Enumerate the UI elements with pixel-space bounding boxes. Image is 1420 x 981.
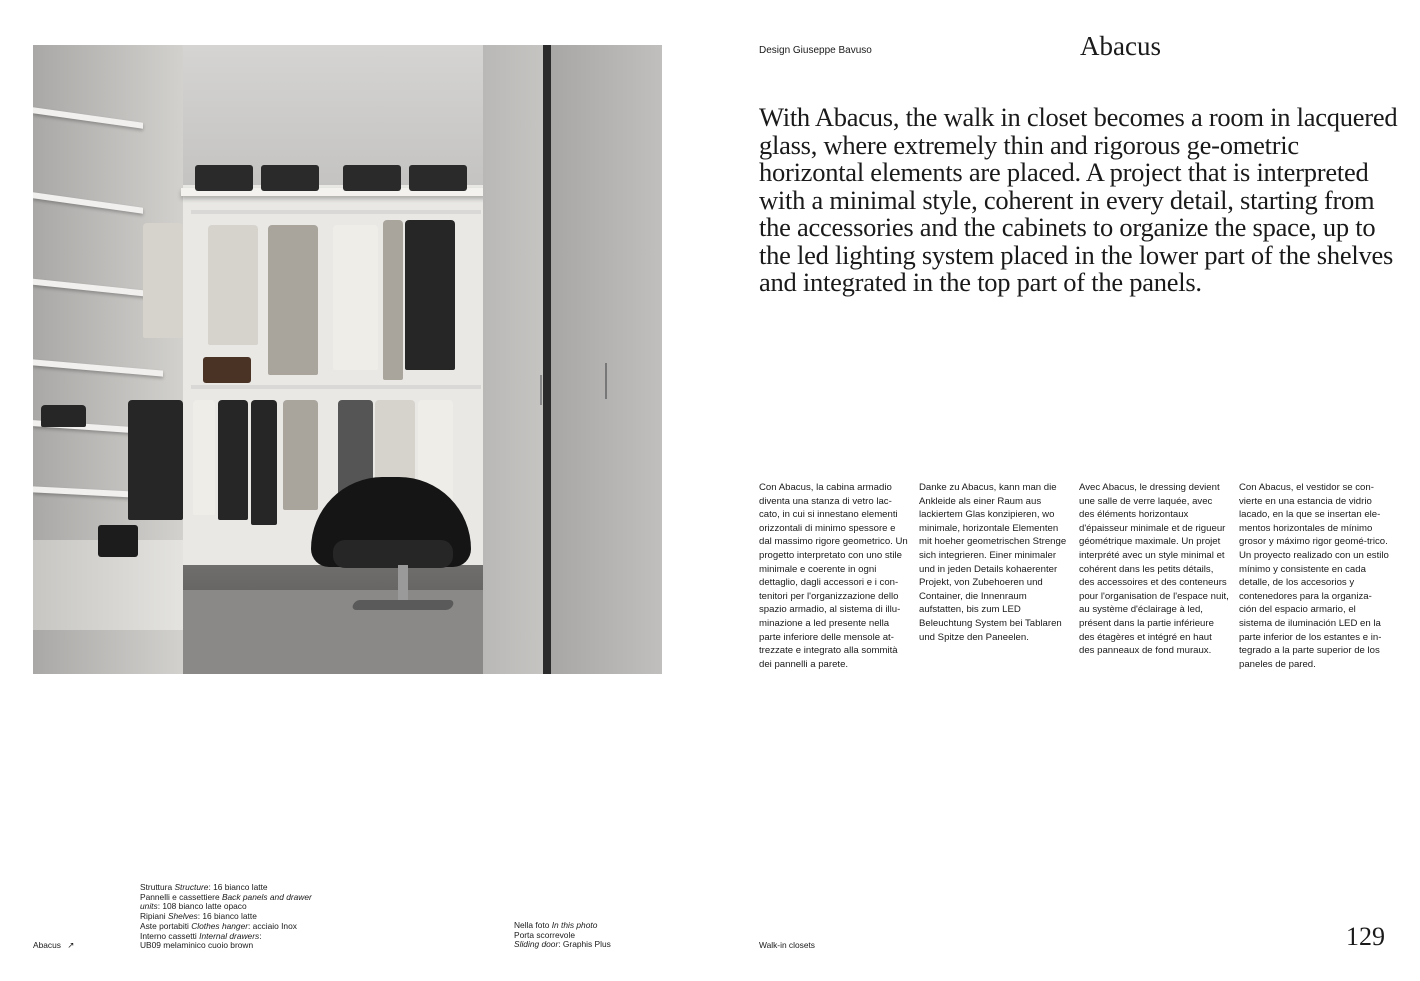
footer-product-link[interactable] [33, 940, 74, 950]
hat [41, 405, 86, 427]
spec-line: units: 108 bianco latte opaco [140, 901, 247, 912]
spec-line: Struttura Structure: 16 bianco latte [140, 882, 268, 892]
garment [143, 223, 183, 338]
garment [251, 400, 277, 525]
storage-box [261, 165, 319, 191]
text-column-french: Avec Abacus, le dressing devient une salle de verre laquée, avec des éléments horizontaux d'épaisseur minimale et de rigueur géométrique maximale. Un projet interprété avec un style minimal et cohérent dans les petits détails, des accessoires et des conteneurs pour l'organisation de l'espace nuit, au système d'éclairage à led, présent dans la partie inférieure des étagères et intégré en haut des panneaux de fond muraux. [1079, 482, 1229, 657]
chair-base [351, 600, 455, 610]
door-handle [605, 363, 607, 399]
storage-box [195, 165, 253, 191]
door-handle [540, 375, 542, 405]
garment [218, 400, 248, 520]
clothes-rail [191, 385, 481, 389]
footer-section-name: Walk-in closets [759, 940, 815, 950]
page-title: Abacus [1080, 31, 1161, 61]
spec-line: Aste portabiti Clothes hanger: acciaio Inox [140, 920, 297, 931]
product-specs [140, 883, 340, 951]
footer-product-name: Abacus [33, 940, 61, 950]
arrow-up-right-icon: ↗ [67, 940, 75, 950]
storage-box [343, 165, 401, 191]
spec-line: Ripiani Shelves: 16 bianco latte [140, 911, 257, 922]
garment [333, 225, 378, 370]
bag [203, 357, 251, 383]
sliding-door [551, 45, 662, 674]
chair-seat [333, 540, 453, 568]
spec-line: Pannelli e cassettiere Back panels and drawer [140, 891, 312, 902]
design-credit: Design Giuseppe Bavuso [759, 45, 872, 56]
garment [405, 220, 455, 370]
chair-post [398, 565, 408, 605]
clothes-rail [191, 210, 481, 214]
spec-line: UB09 melaminico cuoio brown [140, 940, 254, 951]
intro-paragraph: With Abacus, the walk in closet becomes a room in lacquered glass, where extremely thin and rigorous ge-ometric horizontal elements are placed. A project that is interpreted with a minimal style, coherent in every detail, starting from the accessories and the cabinets to organize the space, up to the led lighting system placed in the lower part of the shelves and integrated in the top part of the panels. [759, 102, 1398, 297]
text-column-spanish: Con Abacus, el vestidor se con-vierte en una estancia de vidrio lacado, en la que se insertan ele-mentos horizontales de mínimo grosor y máximo rigor geomé-trico. Un proyecto realizado con un estilo mínimo y consistente en cada detalle, de los accesorios y contenedores para la organiza-ción del espacio armario, el sistema de iluminación LED en la parte inferior de los estantes e in-tegrado a la parte superior de los paneles de pared. [1239, 482, 1389, 670]
text-column-italian: Con Abacus, la cabina armadio diventa una stanza di vetro lac-cato, in cui si innestano elementi orizzontali di minimo spessore e dal massimo rigore geometrico. Un progetto interpretato con uno stile minimale e coerente in ogni dettaglio, dagli accessori e i con-tenitori per l'organizzazione dello spazio armadio, al sistema di illu-minazione a led presente nella parte inferiore delle mensole at-trezzate e integrato alla sommità dei pannelli a parete. [759, 482, 908, 670]
spec-line: Interno cassetti Internal drawers: [140, 930, 262, 941]
handbag [98, 525, 138, 557]
garment [383, 220, 403, 380]
text-column-german: Danke zu Abacus, kann man die Ankleide als einer Raum aus lackiertem Glas konzipieren, wo minimale, horizontale Elementen mit hoeher geometrischen Strenge sich integrieren. Einer minimaler und in jeden Details kohaerenter Projekt, von Zubehoeren und Container, die Innenraum aufstatten, bis zum LED Beleuchtung System bei Tablaren und Spitze den Paneelen. [919, 482, 1067, 643]
door-gap [543, 45, 551, 674]
garment [128, 400, 183, 520]
walk-in-closet-photo [33, 45, 662, 674]
storage-box [409, 165, 467, 191]
garment [283, 400, 318, 510]
photo-caption: Nella foto In this photo Porta scorrevole Sliding door: Graphis Plus [514, 920, 611, 950]
garment [208, 225, 258, 345]
page-number: 129 [1346, 922, 1385, 951]
garment [193, 400, 215, 515]
garment [268, 225, 318, 375]
